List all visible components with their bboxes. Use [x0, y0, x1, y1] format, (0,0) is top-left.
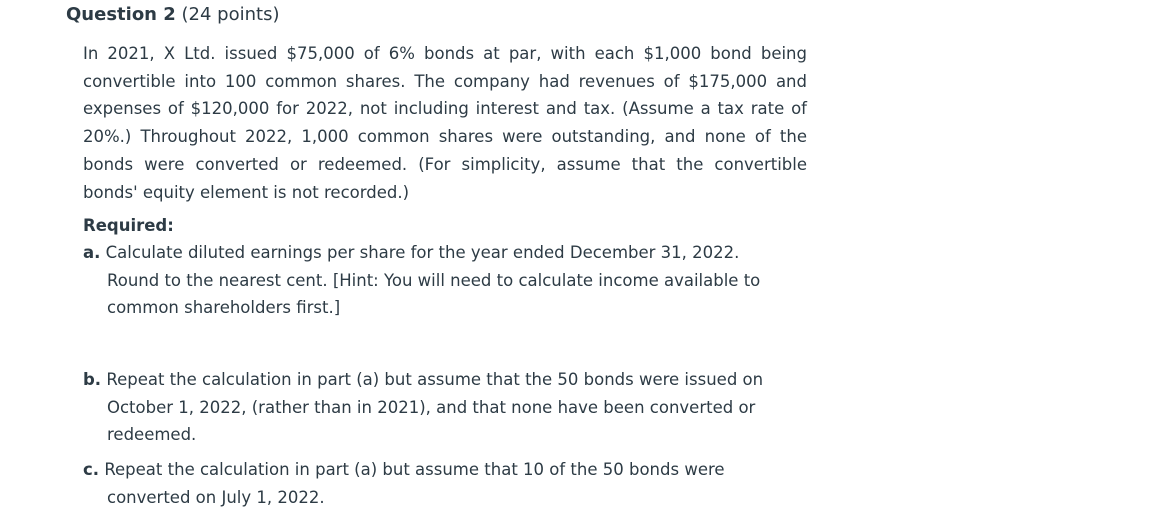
question-points: (24 points): [181, 4, 280, 25]
question-body: [83, 40, 807, 239]
question-intro: In 2021, X Ltd. issued $75,000 of 6% bonds at par, with each $1,000 bond being convertible into 100 common shares. The company had revenues of $175,000 and expenses of $120,000 for 2022, not including interest and tax. (Assume a tax rate of 20%.) Throughout 2022, 1,000 common shares were outstanding, and none of the bonds were converted or redeemed. (For simplicity, assume that the convertible bonds' equity element is not recorded.): [83, 44, 807, 202]
part-b-line-3: redeemed.: [107, 425, 197, 445]
part-c: [83, 456, 807, 511]
part-b: [83, 366, 807, 449]
question-header: [66, 3, 280, 27]
part-a-line-2: Round to the nearest cent. [Hint: You will need to calculate income available to: [107, 270, 761, 290]
part-a-line-1: Calculate diluted earnings per share for the year ended December 31, 2022.: [105, 243, 740, 262]
required-label: Required:: [83, 216, 174, 236]
part-c-line-1: Repeat the calculation in part (a) but assume that 10 of the 50 bonds were: [104, 460, 725, 479]
part-a: [83, 239, 807, 322]
part-b-letter: b.: [83, 370, 102, 389]
part-c-letter: c.: [83, 460, 100, 479]
question-title: Question 2: [66, 4, 176, 25]
part-a-line-3: common shareholders first.]: [107, 298, 341, 318]
part-b-line-2: October 1, 2022, (rather than in 2021), and that none have been converted or: [107, 397, 756, 417]
part-b-line-1: Repeat the calculation in part (a) but assume that the 50 bonds were issued on: [106, 370, 764, 389]
part-c-line-2: converted on July 1, 2022.: [107, 487, 325, 507]
part-a-letter: a.: [83, 243, 101, 262]
